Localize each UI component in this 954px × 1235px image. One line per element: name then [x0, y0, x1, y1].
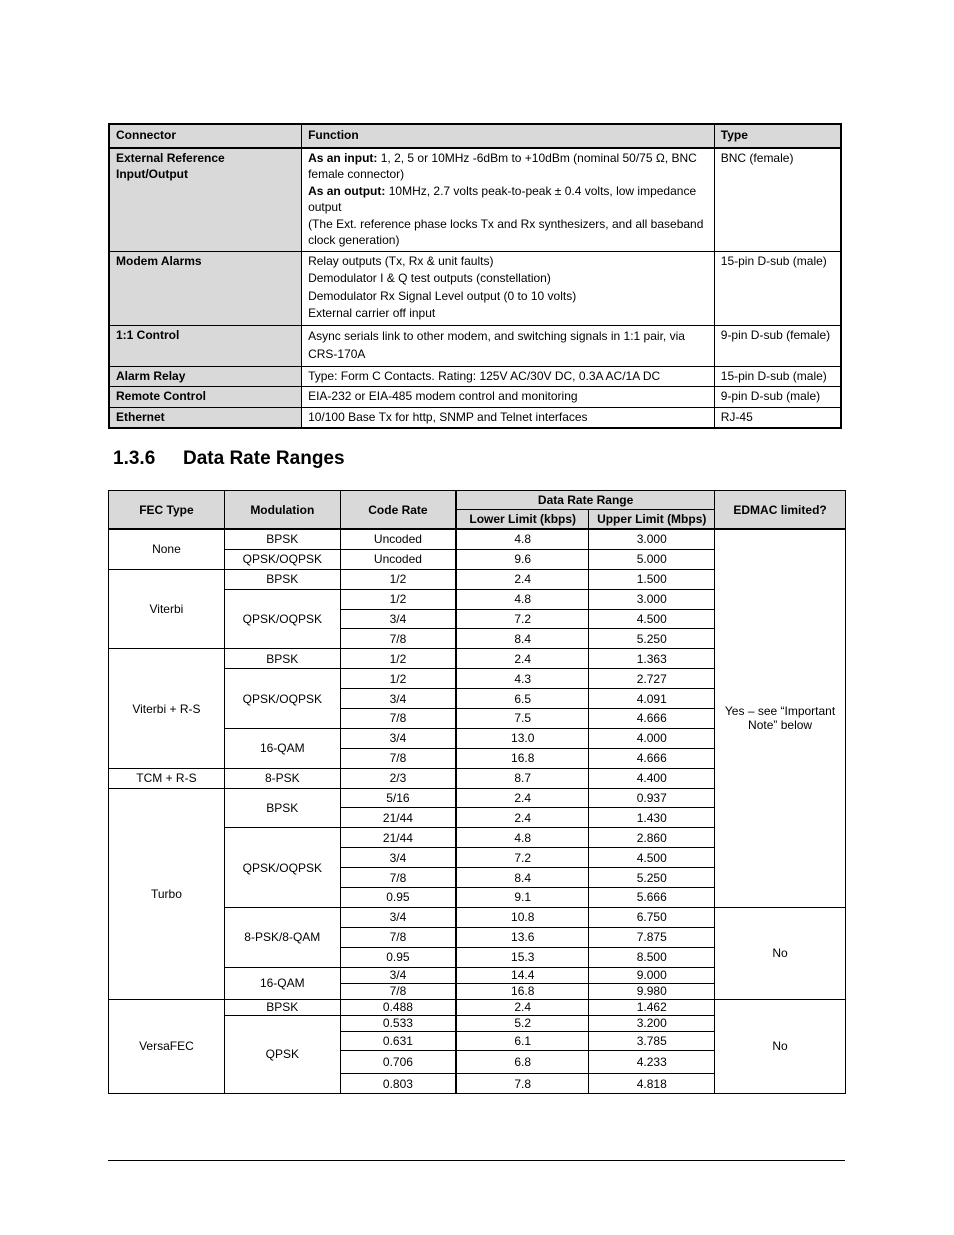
lower-limit-cell: 2.4 [456, 649, 589, 669]
connector-function: Type: Form C Contacts. Rating: 125V AC/30V DC, 0.3A AC/1A DC [302, 366, 715, 387]
lower-limit-cell: 10.8 [456, 907, 589, 927]
upper-limit-cell: 1.430 [589, 808, 715, 828]
upper-limit-cell: 4.091 [589, 689, 715, 709]
connector-name: Modem Alarms [109, 251, 302, 325]
upper-limit-cell: 1.462 [589, 999, 715, 1015]
function-line: External carrier off input [308, 306, 436, 320]
header-type: Type [714, 124, 841, 148]
upper-limit-cell: 3.000 [589, 589, 715, 609]
modulation-cell: BPSK [224, 569, 340, 589]
lower-limit-cell: 5.2 [456, 1015, 589, 1031]
lower-limit-cell: 4.8 [456, 529, 589, 549]
output-text: 10MHz, 2.7 volts peak-to-peak ± 0.4 volts, low impedance output [308, 183, 697, 214]
code-rate-cell: 7/8 [340, 868, 456, 888]
connector-name: Remote Control [109, 387, 302, 408]
code-rate-cell: 0.95 [340, 888, 456, 908]
lower-limit-cell: 2.4 [456, 808, 589, 828]
upper-limit-cell: 5.250 [589, 629, 715, 649]
modulation-cell: BPSK [224, 999, 340, 1015]
code-rate-cell: 7/8 [340, 927, 456, 947]
section-number: 1.3.6 [113, 448, 156, 469]
upper-limit-cell: 2.727 [589, 669, 715, 689]
lower-limit-cell: 8.4 [456, 629, 589, 649]
lower-limit-cell: 15.3 [456, 947, 589, 967]
upper-limit-cell: 4.400 [589, 768, 715, 788]
upper-limit-cell: 2.860 [589, 828, 715, 848]
output-label: As an output: [308, 183, 386, 198]
lower-limit-cell: 2.4 [456, 999, 589, 1015]
upper-limit-cell: 7.875 [589, 927, 715, 947]
modulation-cell: BPSK [224, 649, 340, 669]
code-rate-cell: 3/4 [340, 689, 456, 709]
connector-type: 15-pin D-sub (male) [714, 251, 841, 325]
code-rate-cell: 1/2 [340, 589, 456, 609]
upper-limit-cell: 0.937 [589, 788, 715, 808]
connector-table [108, 123, 842, 429]
code-rate-cell: Uncoded [340, 549, 456, 569]
edmac-cell: Yes – see “Important Note” below [715, 529, 846, 907]
lower-limit-cell: 6.8 [456, 1051, 589, 1074]
table-row [109, 387, 841, 408]
modulation-cell: QPSK/OQPSK [224, 669, 340, 729]
code-rate-cell: Uncoded [340, 529, 456, 549]
reference-note: (The Ext. reference phase locks Tx and Rx synthesizers, and all baseband clock generation) [308, 216, 704, 247]
code-rate-cell: 7/8 [340, 748, 456, 768]
code-rate-cell: 21/44 [340, 808, 456, 828]
upper-limit-cell: 6.750 [589, 907, 715, 927]
lower-limit-cell: 13.6 [456, 927, 589, 947]
code-rate-cell: 3/4 [340, 907, 456, 927]
connector-type: 9-pin D-sub (male) [714, 387, 841, 408]
modulation-cell: 8-PSK/8-QAM [224, 907, 340, 967]
header-code-rate: Code Rate [340, 491, 456, 530]
upper-limit-cell: 8.500 [589, 947, 715, 967]
upper-limit-cell: 1.363 [589, 649, 715, 669]
section-heading [113, 448, 345, 470]
function-line: Demodulator I & Q test outputs (constellation) [308, 271, 551, 285]
lower-limit-cell: 9.6 [456, 549, 589, 569]
lower-limit-cell: 4.3 [456, 669, 589, 689]
modulation-cell: QPSK [224, 1015, 340, 1094]
code-rate-cell: 0.95 [340, 947, 456, 967]
upper-limit-cell: 5.666 [589, 888, 715, 908]
code-rate-cell: 2/3 [340, 768, 456, 788]
code-rate-cell: 7/8 [340, 709, 456, 729]
code-rate-cell: 1/2 [340, 649, 456, 669]
connector-type: BNC (female) [714, 148, 841, 252]
fec-type-cell: Viterbi + R-S [109, 649, 225, 768]
connector-name: Ethernet [109, 407, 302, 428]
connector-name: 1:1 Control [109, 325, 302, 366]
footer-divider [108, 1160, 845, 1161]
upper-limit-cell: 9.000 [589, 967, 715, 983]
header-edmac: EDMAC limited? [715, 491, 846, 530]
code-rate-cell: 7/8 [340, 629, 456, 649]
lower-limit-cell: 7.2 [456, 848, 589, 868]
header-data-rate-range: Data Rate Range [456, 491, 715, 510]
header-upper-limit: Upper Limit (Mbps) [589, 510, 715, 530]
upper-limit-cell: 4.500 [589, 609, 715, 629]
modulation-cell: BPSK [224, 788, 340, 828]
connector-name: External Reference Input/Output [109, 148, 302, 252]
lower-limit-cell: 7.5 [456, 709, 589, 729]
lower-limit-cell: 9.1 [456, 888, 589, 908]
header-connector: Connector [109, 124, 302, 148]
upper-limit-cell: 4.233 [589, 1051, 715, 1074]
header-fec-type: FEC Type [109, 491, 225, 530]
code-rate-cell: 21/44 [340, 828, 456, 848]
upper-limit-cell: 5.000 [589, 549, 715, 569]
upper-limit-cell: 3.200 [589, 1015, 715, 1031]
lower-limit-cell: 16.8 [456, 748, 589, 768]
code-rate-cell: 0.803 [340, 1074, 456, 1094]
header-modulation: Modulation [224, 491, 340, 530]
upper-limit-cell: 3.785 [589, 1031, 715, 1051]
table-row [109, 529, 846, 549]
table-row [109, 366, 841, 387]
modulation-cell: QPSK/OQPSK [224, 828, 340, 908]
edmac-cell: No [715, 907, 846, 999]
fec-type-cell: None [109, 529, 225, 569]
lower-limit-cell: 7.8 [456, 1074, 589, 1094]
fec-type-cell: Viterbi [109, 569, 225, 649]
table-row [109, 325, 841, 366]
table-row [109, 999, 846, 1015]
code-rate-cell: 0.533 [340, 1015, 456, 1031]
code-rate-cell: 0.631 [340, 1031, 456, 1051]
function-line: Demodulator Rx Signal Level output (0 to 10 volts) [308, 288, 577, 303]
code-rate-cell: 3/4 [340, 848, 456, 868]
code-rate-cell: 1/2 [340, 569, 456, 589]
fec-type-cell: TCM + R-S [109, 768, 225, 788]
fec-type-cell: VersaFEC [109, 999, 225, 1094]
connector-function: EIA-232 or EIA-485 modem control and monitoring [302, 387, 715, 408]
connector-table-header [109, 124, 841, 148]
input-text: 1, 2, 5 or 10MHz -6dBm to +10dBm (nominal 50/75 Ω, BNC female connector) [308, 150, 697, 181]
connector-type: 9-pin D-sub (female) [714, 325, 841, 366]
code-rate-cell: 7/8 [340, 983, 456, 999]
connector-function: Async serials link to other modem, and switching signals in 1:1 pair, via CRS-170A [302, 325, 715, 366]
code-rate-cell: 3/4 [340, 728, 456, 748]
table-row [109, 148, 841, 252]
code-rate-cell: 3/4 [340, 967, 456, 983]
upper-limit-cell: 4.666 [589, 748, 715, 768]
fec-type-cell: Turbo [109, 788, 225, 999]
lower-limit-cell: 13.0 [456, 728, 589, 748]
connector-function [302, 148, 715, 252]
upper-limit-cell: 4.818 [589, 1074, 715, 1094]
modulation-cell: 16-QAM [224, 967, 340, 999]
section-title: Data Rate Ranges [183, 448, 345, 469]
lower-limit-cell: 14.4 [456, 967, 589, 983]
header-function: Function [302, 124, 715, 148]
lower-limit-cell: 2.4 [456, 788, 589, 808]
lower-limit-cell: 4.8 [456, 828, 589, 848]
modulation-cell: BPSK [224, 529, 340, 549]
lower-limit-cell: 8.7 [456, 768, 589, 788]
upper-limit-cell: 4.666 [589, 709, 715, 729]
code-rate-cell: 3/4 [340, 609, 456, 629]
code-rate-cell: 0.706 [340, 1051, 456, 1074]
function-line: Relay outputs (Tx, Rx & unit faults) [308, 253, 494, 268]
upper-limit-cell: 4.500 [589, 848, 715, 868]
connector-name: Alarm Relay [109, 366, 302, 387]
upper-limit-cell: 1.500 [589, 569, 715, 589]
lower-limit-cell: 8.4 [456, 868, 589, 888]
lower-limit-cell: 7.2 [456, 609, 589, 629]
code-rate-cell: 1/2 [340, 669, 456, 689]
modulation-cell: 8-PSK [224, 768, 340, 788]
header-lower-limit: Lower Limit (kbps) [456, 510, 589, 530]
table-row [109, 407, 841, 428]
code-rate-cell: 0.488 [340, 999, 456, 1015]
connector-type: 15-pin D-sub (male) [714, 366, 841, 387]
connector-function [302, 251, 715, 325]
upper-limit-cell: 5.250 [589, 868, 715, 888]
upper-limit-cell: 3.000 [589, 529, 715, 549]
input-label: As an input: [308, 150, 378, 165]
connector-function: 10/100 Base Tx for http, SNMP and Telnet interfaces [302, 407, 715, 428]
modulation-cell: QPSK/OQPSK [224, 589, 340, 649]
upper-limit-cell: 9.980 [589, 983, 715, 999]
lower-limit-cell: 4.8 [456, 589, 589, 609]
lower-limit-cell: 6.5 [456, 689, 589, 709]
modulation-cell: 16-QAM [224, 728, 340, 768]
code-rate-cell: 5/16 [340, 788, 456, 808]
lower-limit-cell: 6.1 [456, 1031, 589, 1051]
connector-type: RJ-45 [714, 407, 841, 428]
lower-limit-cell: 2.4 [456, 569, 589, 589]
modulation-cell: QPSK/OQPSK [224, 549, 340, 569]
upper-limit-cell: 4.000 [589, 728, 715, 748]
table-row [109, 251, 841, 325]
lower-limit-cell: 16.8 [456, 983, 589, 999]
edmac-cell: No [715, 999, 846, 1094]
data-rate-table [108, 490, 846, 1094]
